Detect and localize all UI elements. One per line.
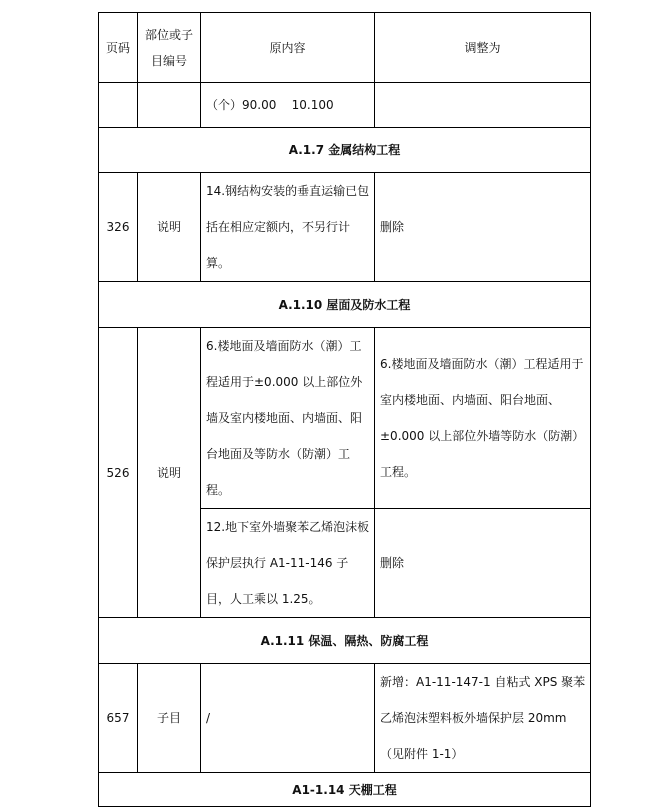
cell-original: 14.钢结构安装的垂直运输已包括在相应定额内，不另行计算。 [201,173,375,282]
section-title: A.1.10 屋面及防水工程 [99,282,591,328]
table-row-326 [99,173,591,282]
table-row-continuation [99,83,591,128]
header-page-no: 页码 [99,13,138,83]
cell-adjusted: 新增：A1-11-147-1 自粘式 XPS 聚苯乙烯泡沫塑料板外墙保护层 20mm（见附件 1-1） [375,664,591,773]
cell-part [138,83,201,128]
section-title: A.1.11 保温、隔热、防腐工程 [99,618,591,664]
cell-original: / [201,664,375,773]
section-title: A.1.7 金属结构工程 [99,128,591,173]
cell-adjusted: 6.楼地面及墙面防水（潮）工程适用于室内楼地面、内墙面、阳台地面、±0.000 以上部位外墙等防水（防潮）工程。 [375,328,591,509]
cell-adjusted [375,83,591,128]
cell-part: 子目 [138,664,201,773]
cell-part: 说明 [138,328,201,618]
table-row-657 [99,664,591,773]
header-adjusted-to: 调整为 [375,13,591,83]
section-row-a1114 [99,773,591,807]
cell-part: 说明 [138,173,201,282]
cell-original: 12.地下室外墙聚苯乙烯泡沫板保护层执行 A1-11-146 子目，人工乘以 1.25。 [201,509,375,618]
table-row-526a [99,328,591,509]
header-part-code: 部位或子 目编号 [138,13,201,83]
cell-page [99,83,138,128]
section-title: A1-1.14 天棚工程 [99,773,591,807]
cell-adjusted: 删除 [375,173,591,282]
cell-page: 657 [99,664,138,773]
header-row [99,13,591,83]
adjustment-table [98,12,591,807]
header-original-content: 原内容 [201,13,375,83]
section-row-a111 [99,618,591,664]
section-row-a17 [99,128,591,173]
cell-page: 326 [99,173,138,282]
section-row-a110 [99,282,591,328]
cell-adjusted: 删除 [375,509,591,618]
cell-page: 526 [99,328,138,618]
cell-original: 6.楼地面及墙面防水（潮）工程适用于±0.000 以上部位外墙及室内楼地面、内墙面、阳台地面及等防水（防潮）工程。 [201,328,375,509]
cell-original: （个）90.00 10.100 [201,83,375,128]
